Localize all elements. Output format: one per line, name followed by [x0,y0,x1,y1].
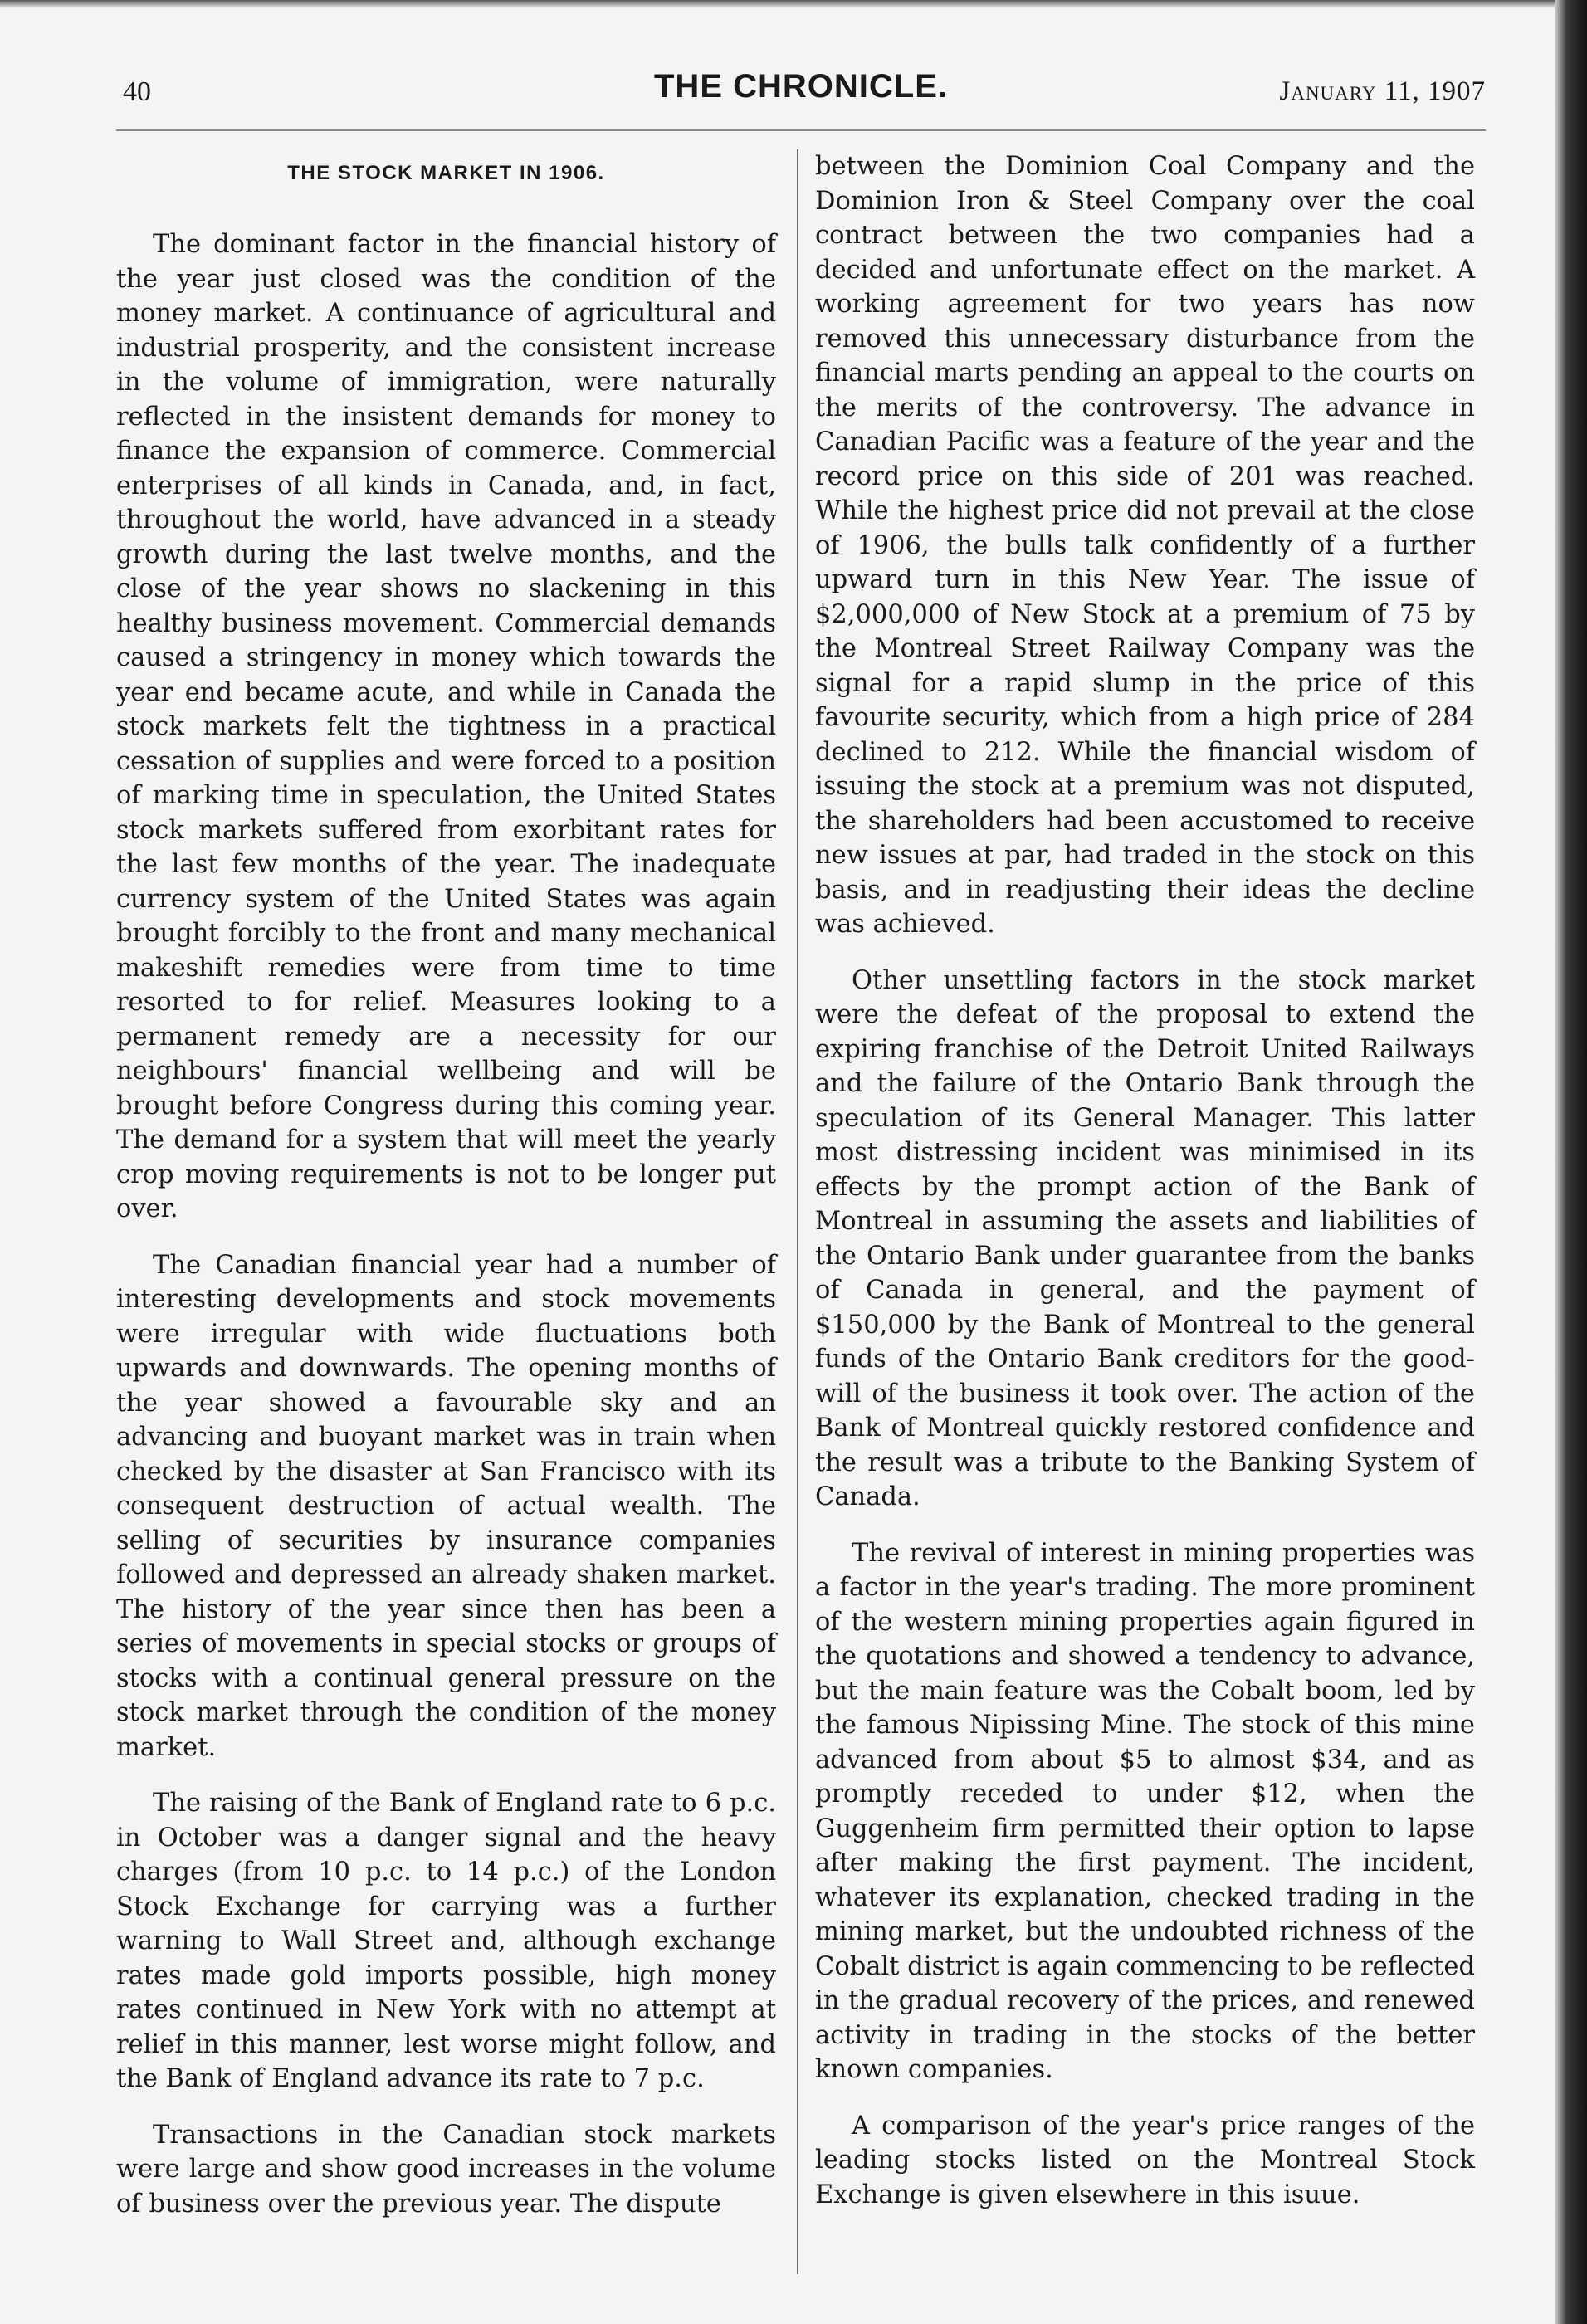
article-columns [116,149,1486,2291]
paragraph-continued: between the Dominion Coal Company and the Dominion Iron & Steel Company over the coal contract between the two companies had a decided and unfortunate effect on the market. A working agreement for two years has now removed this unnecessary disturbance from the financial marts pending an appeal to the courts on the merits of the controversy. The advance in Canadian Pacific was a feature of the year and the record price on this side of 201 was reached. While the highest price did not prevail at the close of 1906, the bulls talk confidently of a further upward turn in this New Year. The issue of $2,000,000 of New Stock at a premium of 75 by the Montreal Street Railway Company was the signal for a rapid slump in the price of this favourite security, which from a high price of 284 declined to 212. While the financial wisdom of issuing the stock at a premium was not disputed, the shareholders had been accustomed to receive new issues at par, had traded in the stock on this basis, and in readjusting their ideas the decline was achieved. [815,152,1475,939]
page-number: 40 [123,76,151,107]
scan-edge-top [0,0,1587,8]
paragraph: The Canadian financial year had a number of interesting developments and stock movements were irregular with wide fluctuations both upwards and downwards. The opening months of the year showed a favourable sky and an advancing and buoyant market was in train when checked by the disaster at San Francisco with its consequent destruction of actual wealth. The selling of securities by insurance companies followed and depressed an already shaken market. The history of the year since then has been a series of movements in special stocks or groups of stocks with a continual general pressure on the stock market through the condition of the money market. [116,1250,776,1762]
paragraph: Transactions in the Canadian stock markets were large and show good increases in the volume of business over the previous year. The dispute [116,2120,776,2219]
article-title: THE STOCK MARKET IN 1906. [287,162,605,184]
scan-edge-right [1555,0,1587,2324]
paragraph: The raising of the Bank of England rate to 6 p.c. in October was a danger signal and the heavy charges (from 10 p.c. to 14 p.c.) of the London Stock Exchange for carrying was a further warning to Wall Street and, although exchange rates made gold imports possible, high money rates continued in New York with no attempt at relief in this manner, lest worse might follow, and the Bank of England advance its rate to 7 p.c. [116,1789,776,2093]
header-rule [116,129,1486,131]
left-column [116,149,776,2291]
paragraph: A comparison of the year's price ranges of the leading stocks listed on the Montreal Stock Exchange is given elsewhere in this isuue. [815,2111,1475,2209]
paragraph: The dominant factor in the financial history of the year just closed was the condition of the money market. A continuance of agricultural and industrial prosperity, and the consistent increase in the volume of immigration, were naturally reflected in the insistent demands for money to finance the expansion of commerce. Commercial enterprises of all kinds in Canada, and, in fact, throughout the world, have advanced in a steady growth during the last twelve months, and the close of the year shows no slackening in this healthy business movement. Commercial demands caused a stringency in money which towards the year end became acute, and while in Canada the stock markets felt the tightness in a practical cessation of supplies and were forced to a position of marking time in speculation, the United States stock markets suffered from exorbitant rates for the last few months of the year. The inadequate currency system of the United States was again brought forcibly to the front and many mechanical makeshift remedies were from time to time resorted to for relief. Measures looking to a permanent remedy are a necessity for our neighbours' financial wellbeing and will be brought before Congress during this coming year. The demand for a system that will meet the yearly crop moving requirements is not to be longer put over. [116,230,776,1223]
masthead: THE CHRONICLE. [654,68,948,105]
paragraph: The revival of interest in mining properties was a factor in the year's trading. The more prominent of the western mining properties again figured in the quotations and showed a tendency to advance, but the main feature was the Cobalt boom, led by the famous Nipissing Mine. The stock of this mine advanced from about $5 to almost $34, and as promptly receded to under $12, when the Guggenheim firm permitted their option to lapse after making the first payment. The incident, whatever its explanation, checked trading in the mining market, but the undoubted richness of the Cobalt district is again commencing to be reflected in the gradual recovery of the prices, and renewed activity in trading in the stocks of the better known companies. [815,1538,1475,2084]
paragraph: Other unsettling factors in the stock market were the defeat of the proposal to extend the expiring franchise of the Detroit United Railways and the failure of the Ontario Bank through the speculation of its General Manager. This latter most distressing incident was minimised in its effects by the prompt action of the Bank of Montreal in assuming the assets and liabilities of the Ontario Bank under guarantee from the banks of Canada in general, and the payment of $150,000 by the Bank of Montreal to the general funds of the Ontario Bank creditors for the good-will of the business it took over. The action of the Bank of Montreal quickly restored confidence and the result was a tribute to the Banking System of Canada. [815,965,1475,1511]
column-divider [797,149,798,2274]
issue-date: January 11, 1907 [1279,76,1486,106]
page-header [116,66,1486,124]
newspaper-page [116,66,1486,2291]
right-column [815,149,1475,2291]
